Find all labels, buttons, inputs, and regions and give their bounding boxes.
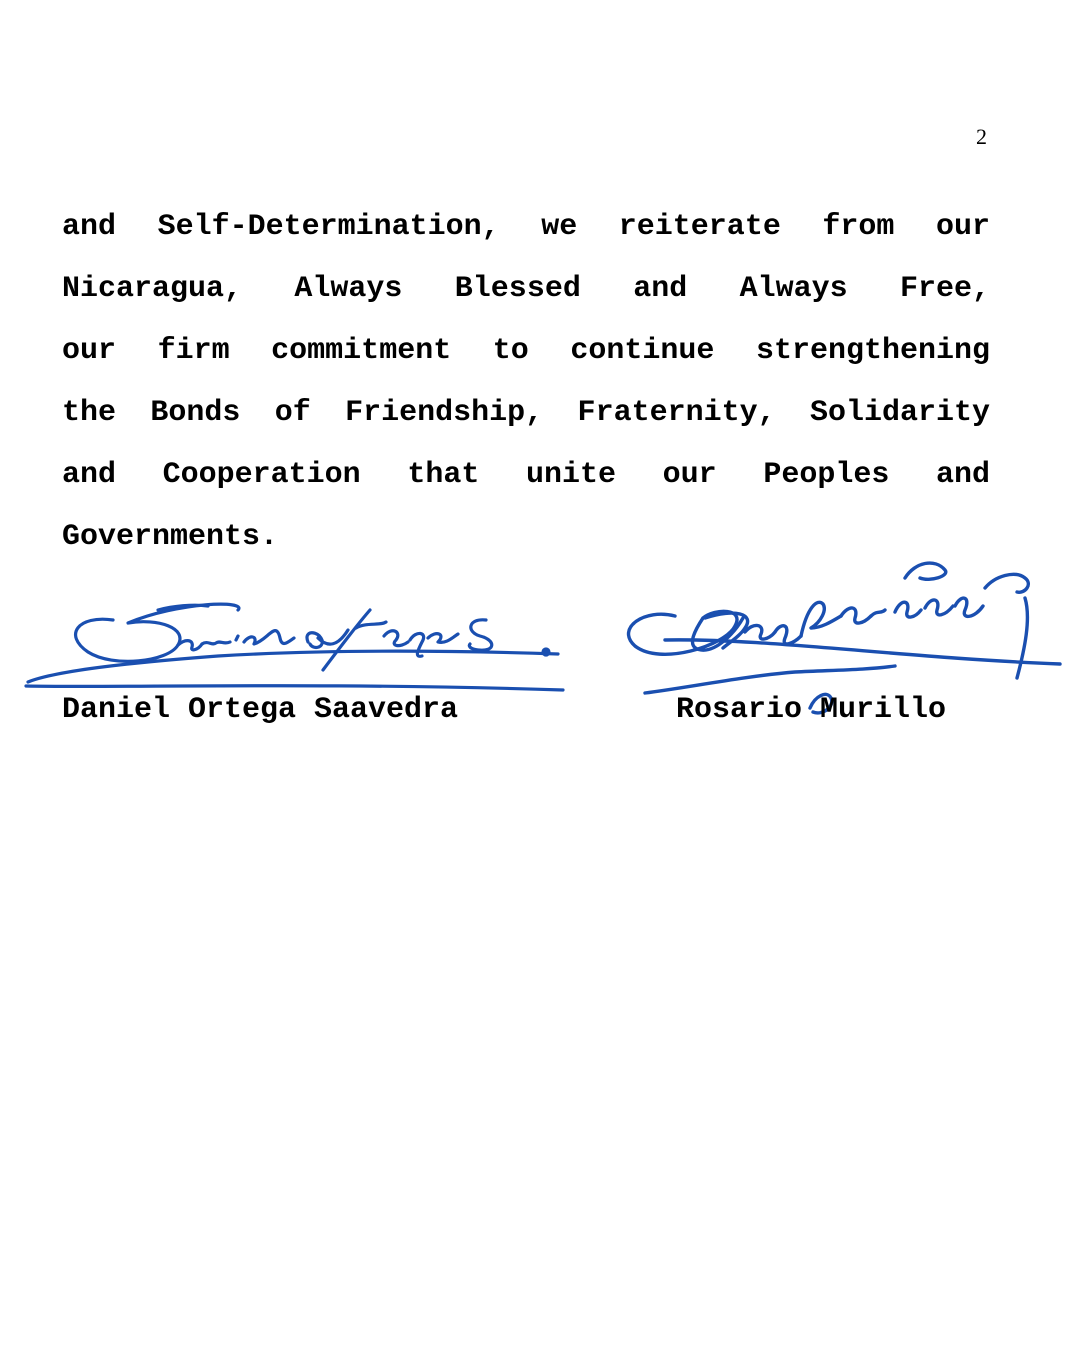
body-line: and Cooperation that unite our Peoples and bbox=[62, 458, 990, 492]
body-line: Governments. bbox=[62, 520, 279, 554]
letter-body bbox=[62, 196, 990, 568]
signer-name-daniel: Daniel Ortega Saavedra bbox=[62, 693, 459, 727]
body-line: Nicaragua, Always Blessed and Always Free, bbox=[62, 272, 990, 306]
body-line: and Self-Determination, we reiterate from our bbox=[62, 210, 990, 244]
body-line: our firm commitment to continue strengthening bbox=[62, 334, 990, 368]
signer-name-rosario: Rosario Murillo bbox=[676, 693, 947, 727]
signature-daniel bbox=[18, 590, 568, 700]
body-line: the Bonds of Friendship, Fraternity, Solidarity bbox=[62, 396, 990, 430]
page-number: 2 bbox=[976, 124, 987, 149]
